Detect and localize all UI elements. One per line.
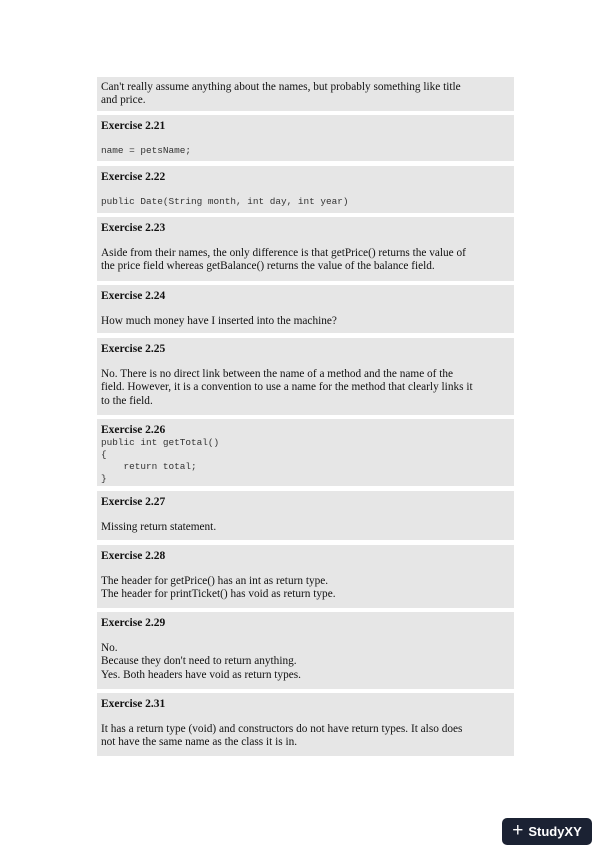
answer-line: Because they don't need to return anything.	[101, 655, 297, 668]
answer-line: It has a return type (void) and constructors do not have return types. It also does	[101, 723, 463, 735]
exercise-2-24-block	[97, 285, 514, 333]
answer-line: Missing return statement.	[101, 521, 217, 533]
answer-text	[101, 81, 510, 108]
answer-line: and price.	[101, 94, 146, 107]
answer-block-intro	[97, 77, 514, 111]
answer-line: Can't really assume anything about the names, but probably something like title	[101, 81, 461, 93]
exercise-title: Exercise 2.23	[101, 222, 166, 234]
exercise-2-28-block	[97, 545, 514, 608]
answer-line: The header for getPrice() has an int as return type.	[101, 575, 329, 587]
answer-line: No. There is no direct link between the name of a method and the name of the	[101, 368, 454, 380]
exercise-title: Exercise 2.27	[101, 496, 166, 508]
exercise-title: Exercise 2.31	[101, 698, 166, 710]
plus-icon: +	[512, 820, 524, 841]
answer-line: No.	[101, 642, 118, 654]
exercise-2-31-block	[97, 693, 514, 756]
exercise-2-27-block	[97, 491, 514, 540]
answer-line: the price field whereas getBalance() returns the value of the balance field.	[101, 260, 435, 273]
code-line: }	[101, 473, 107, 484]
exercise-title: Exercise 2.22	[101, 171, 166, 183]
exercise-title: Exercise 2.29	[101, 617, 166, 629]
code-line: return total;	[101, 461, 197, 472]
exercise-2-26-block	[97, 419, 514, 486]
answer-line: to the field.	[101, 394, 153, 407]
exercise-title: Exercise 2.24	[101, 290, 166, 302]
code-line: {	[101, 449, 107, 460]
code-line: public Date(String month, int day, int year)	[101, 196, 349, 207]
answer-line: not have the same name as the class it is in.	[101, 736, 298, 749]
answer-line: Aside from their names, the only difference is that getPrice() returns the value of	[101, 247, 466, 259]
exercise-title: Exercise 2.28	[101, 550, 166, 562]
exercise-title: Exercise 2.25	[101, 343, 166, 355]
exercise-2-29-block	[97, 612, 514, 689]
code-line: public int getTotal()	[101, 437, 220, 448]
answer-line: The header for printTicket() has void as return type.	[101, 588, 336, 601]
studyxy-badge[interactable]	[502, 818, 592, 845]
exercise-2-23-block	[97, 217, 514, 281]
exercise-2-21-block	[97, 115, 514, 161]
answer-line: Yes. Both headers have void as return types.	[101, 668, 301, 681]
badge-label: StudyXY	[528, 824, 582, 839]
answer-line: field. However, it is a convention to use a name for the method that clearly links it	[101, 381, 473, 394]
code-line: name = petsName;	[101, 145, 192, 156]
answer-line: How much money have I inserted into the machine?	[101, 315, 337, 327]
exercise-title: Exercise 2.26	[101, 424, 166, 436]
exercise-2-25-block	[97, 338, 514, 415]
exercise-2-22-block	[97, 166, 514, 213]
exercise-title: Exercise 2.21	[101, 120, 166, 132]
